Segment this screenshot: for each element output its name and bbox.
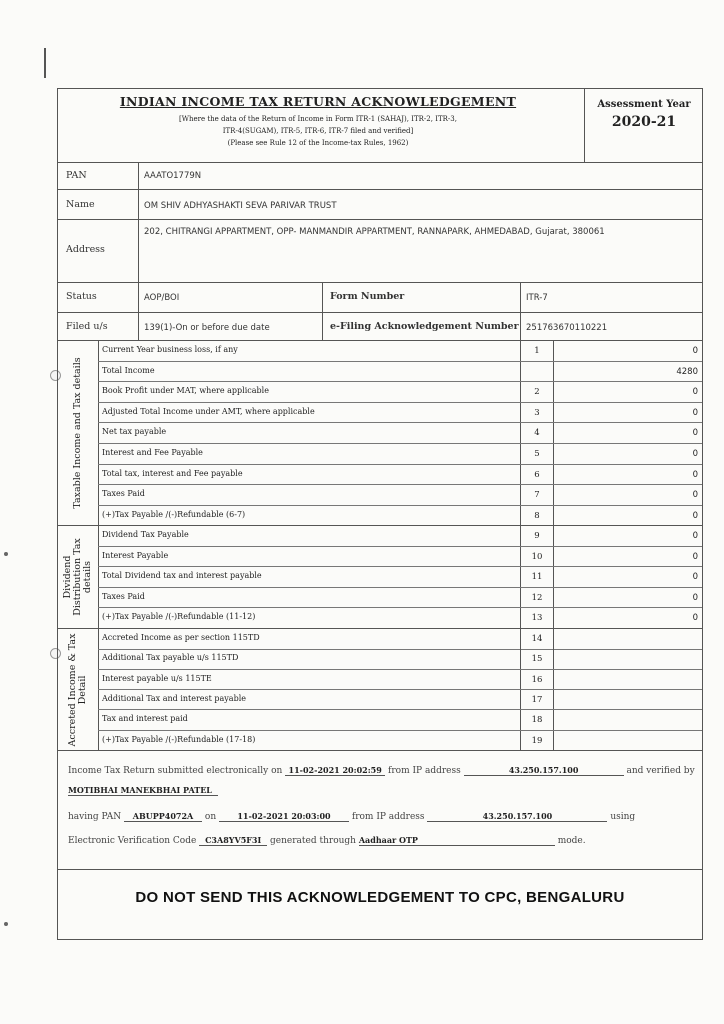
verified-datetime: 11-02-2021 20:03:00	[219, 811, 349, 822]
table-row	[98, 526, 702, 547]
using-text: using	[610, 812, 636, 822]
table-row	[98, 649, 702, 670]
having-pan-text: having PAN	[68, 812, 122, 822]
row-value: 0	[692, 531, 698, 541]
mode-text: mode.	[557, 836, 586, 846]
row-value: 0	[692, 551, 698, 562]
table-row	[98, 588, 702, 609]
row-value: 0	[692, 469, 698, 480]
row-number	[520, 362, 554, 382]
row-number: 16	[520, 670, 554, 690]
cpc-notice: DO NOT SEND THIS ACKNOWLEDGEMENT TO CPC, BENGALURU	[135, 889, 625, 906]
page-dot-mark	[4, 922, 8, 926]
form-subtitle-3: (Please see Rule 12 of the Income-tax Rules, 1962)	[227, 139, 409, 147]
form-header	[58, 89, 702, 163]
taxable-income-section	[58, 341, 702, 526]
status-value: AOP/BOI	[144, 293, 180, 303]
accreted-section-label	[68, 633, 88, 746]
table-row	[98, 444, 702, 465]
form-number-label: Form Number	[330, 291, 405, 302]
label-line: Detail	[77, 675, 88, 704]
table-row	[98, 629, 702, 650]
table-row	[98, 362, 702, 383]
verified-by-text: and verified by	[626, 766, 695, 776]
row-value: 0	[692, 490, 698, 501]
row-description: Additional Tax and interest payable	[102, 693, 246, 703]
row-description: Total Dividend tax and interest payable	[102, 571, 262, 581]
filed-row	[58, 313, 702, 341]
table-row	[98, 341, 702, 362]
form-title: INDIAN INCOME TAX RETURN ACKNOWLEDGEMENT	[119, 94, 517, 109]
filed-value: 139(1)-On or before due date	[144, 323, 270, 333]
row-number: 10	[520, 547, 554, 567]
table-row	[98, 608, 702, 629]
row-number: 13	[520, 608, 554, 629]
table-row	[98, 506, 702, 527]
address-label: Address	[66, 244, 105, 255]
row-number: 7	[520, 485, 554, 505]
name-label: Name	[66, 199, 95, 210]
pan-value: AAATO1779N	[144, 171, 202, 181]
row-number: 17	[520, 690, 554, 710]
row-divider	[138, 220, 139, 282]
label-line: Distribution Tax	[72, 538, 83, 616]
row-divider	[520, 283, 521, 312]
assessment-year-block	[586, 99, 702, 130]
ack-number-value: 251763670110221	[526, 323, 608, 333]
row-value: 0	[692, 592, 698, 603]
row-value: 0	[692, 613, 698, 624]
row-description: Current Year business loss, if any	[102, 345, 238, 354]
title-block	[58, 89, 578, 149]
row-description: (+)Tax Payable /(-)Refundable (6-7)	[102, 509, 246, 519]
generated-text: generated through	[270, 836, 356, 846]
section-label	[58, 629, 99, 750]
table-row	[98, 485, 702, 506]
row-number: 8	[520, 506, 554, 527]
row-value: 0	[692, 428, 698, 439]
row-divider	[322, 313, 323, 340]
row-description: Dividend Tax Payable	[102, 530, 189, 539]
row-description: Interest Payable	[102, 550, 169, 560]
footer-divider	[58, 869, 702, 870]
row-number: 2	[520, 382, 554, 402]
table-row	[98, 670, 702, 691]
row-number: 12	[520, 588, 554, 608]
verifier-line	[68, 785, 218, 796]
table-row	[98, 731, 702, 752]
generated-via: Aadhaar OTP	[359, 835, 555, 846]
row-number: 1	[520, 341, 554, 361]
verified-ip: 43.250.157.100	[427, 811, 607, 822]
row-description: Additional Tax payable u/s 115TD	[102, 653, 239, 663]
row-description: (+)Tax Payable /(-)Refundable (17-18)	[102, 734, 256, 744]
row-number: 15	[520, 649, 554, 669]
row-number: 3	[520, 403, 554, 423]
row-description: Taxes Paid	[102, 591, 145, 601]
table-row	[98, 547, 702, 568]
table-row	[98, 710, 702, 731]
row-description: Total Income	[102, 365, 155, 375]
section-label	[58, 526, 99, 628]
label-line: details	[82, 560, 93, 594]
evc-line	[68, 835, 586, 846]
table-row	[98, 423, 702, 444]
table-row	[98, 690, 702, 711]
row-number: 19	[520, 731, 554, 752]
row-divider	[520, 313, 521, 340]
row-divider	[138, 162, 139, 189]
row-number: 11	[520, 567, 554, 587]
name-value: OM SHIV ADHYASHAKTI SEVA PARIVAR TRUST	[144, 201, 337, 211]
from-ip-text: from IP address	[388, 766, 461, 776]
row-value: 0	[692, 510, 698, 521]
row-description: Accreted Income as per section 115TD	[102, 633, 260, 642]
row-description: Tax and interest paid	[102, 714, 188, 724]
submitted-ip: 43.250.157.100	[464, 765, 624, 776]
taxable-income-section-label: Taxable Income and Tax details	[72, 357, 83, 509]
row-number: 4	[520, 423, 554, 443]
acknowledgement-form	[57, 88, 703, 940]
row-number: 9	[520, 526, 554, 546]
accreted-income-section	[58, 629, 702, 751]
status-label: Status	[66, 291, 97, 302]
row-description: Interest and Fee Payable	[102, 448, 203, 457]
header-divider	[584, 89, 585, 162]
submission-line	[68, 765, 695, 776]
status-row	[58, 283, 702, 313]
row-number: 18	[520, 710, 554, 730]
label-line: Accreted Income & Tax	[67, 633, 78, 746]
row-value: 0	[692, 346, 698, 356]
verification-line	[68, 811, 635, 822]
verifier-pan: ABUPP4072A	[124, 811, 202, 822]
row-description: Book Profit under MAT, where applicable	[102, 386, 269, 396]
section-label	[58, 341, 99, 525]
pan-row	[58, 162, 702, 190]
page-margin-mark	[44, 48, 46, 78]
row-number: 14	[520, 629, 554, 649]
row-description: (+)Tax Payable /(-)Refundable (11-12)	[102, 612, 256, 622]
name-row	[58, 190, 702, 220]
row-number: 6	[520, 465, 554, 485]
from-ip-text: from IP address	[351, 812, 425, 822]
table-row	[98, 382, 702, 403]
row-value: 0	[692, 407, 698, 418]
submitted-datetime: 11-02-2021 20:02:59	[285, 765, 385, 776]
dividend-section	[58, 526, 702, 629]
table-row	[98, 403, 702, 424]
address-value: 202, CHITRANGI APPARTMENT, OPP- MANMANDIR APPARTMENT, RANNAPARK, AHMEDABAD, Gujarat, 380061	[144, 227, 605, 237]
pan-label: PAN	[66, 170, 87, 181]
row-value: 0	[692, 449, 698, 459]
row-value: 0	[692, 572, 698, 583]
form-subtitle-2: ITR-4(SUGAM), ITR-5, ITR-6, ITR-7 filed and verified]	[222, 127, 414, 135]
filed-label: Filed u/s	[66, 321, 108, 332]
row-number: 5	[520, 444, 554, 464]
row-divider	[322, 283, 323, 312]
row-value: 4280	[676, 366, 698, 377]
table-row	[98, 567, 702, 588]
evc-code: C3A8YV5F3I	[199, 835, 267, 846]
row-divider	[138, 283, 139, 312]
form-subtitle-1: [Where the data of the Return of Income in Form ITR-1 (SAHAJ), ITR-2, ITR-3,	[179, 115, 457, 123]
row-description: Taxes Paid	[102, 489, 145, 499]
row-value: 0	[692, 387, 698, 398]
table-row	[98, 465, 702, 486]
verifier-name: MOTIBHAI MANEKBHAI PATEL	[68, 785, 218, 796]
assessment-year-value: 2020-21	[611, 114, 677, 130]
row-description: Adjusted Total Income under AMT, where applicable	[102, 406, 315, 416]
submitted-text: Income Tax Return submitted electronically on	[68, 766, 283, 776]
on-text: on	[204, 812, 217, 822]
address-row	[58, 220, 702, 283]
form-number-value: ITR-7	[526, 293, 548, 303]
evc-text: Electronic Verification Code	[68, 836, 197, 846]
row-description: Total tax, interest and Fee payable	[102, 468, 243, 478]
assessment-year-label: Assessment Year	[597, 99, 691, 110]
row-description: Net tax payable	[102, 427, 167, 437]
label-line: Dividend	[62, 555, 73, 599]
row-divider	[138, 190, 139, 219]
page-dot-mark	[4, 552, 8, 556]
ack-number-label: e-Filing Acknowledgement Number	[330, 321, 519, 332]
row-description: Interest payable u/s 115TE	[102, 673, 212, 683]
dividend-section-label	[63, 538, 93, 615]
row-divider	[138, 313, 139, 340]
